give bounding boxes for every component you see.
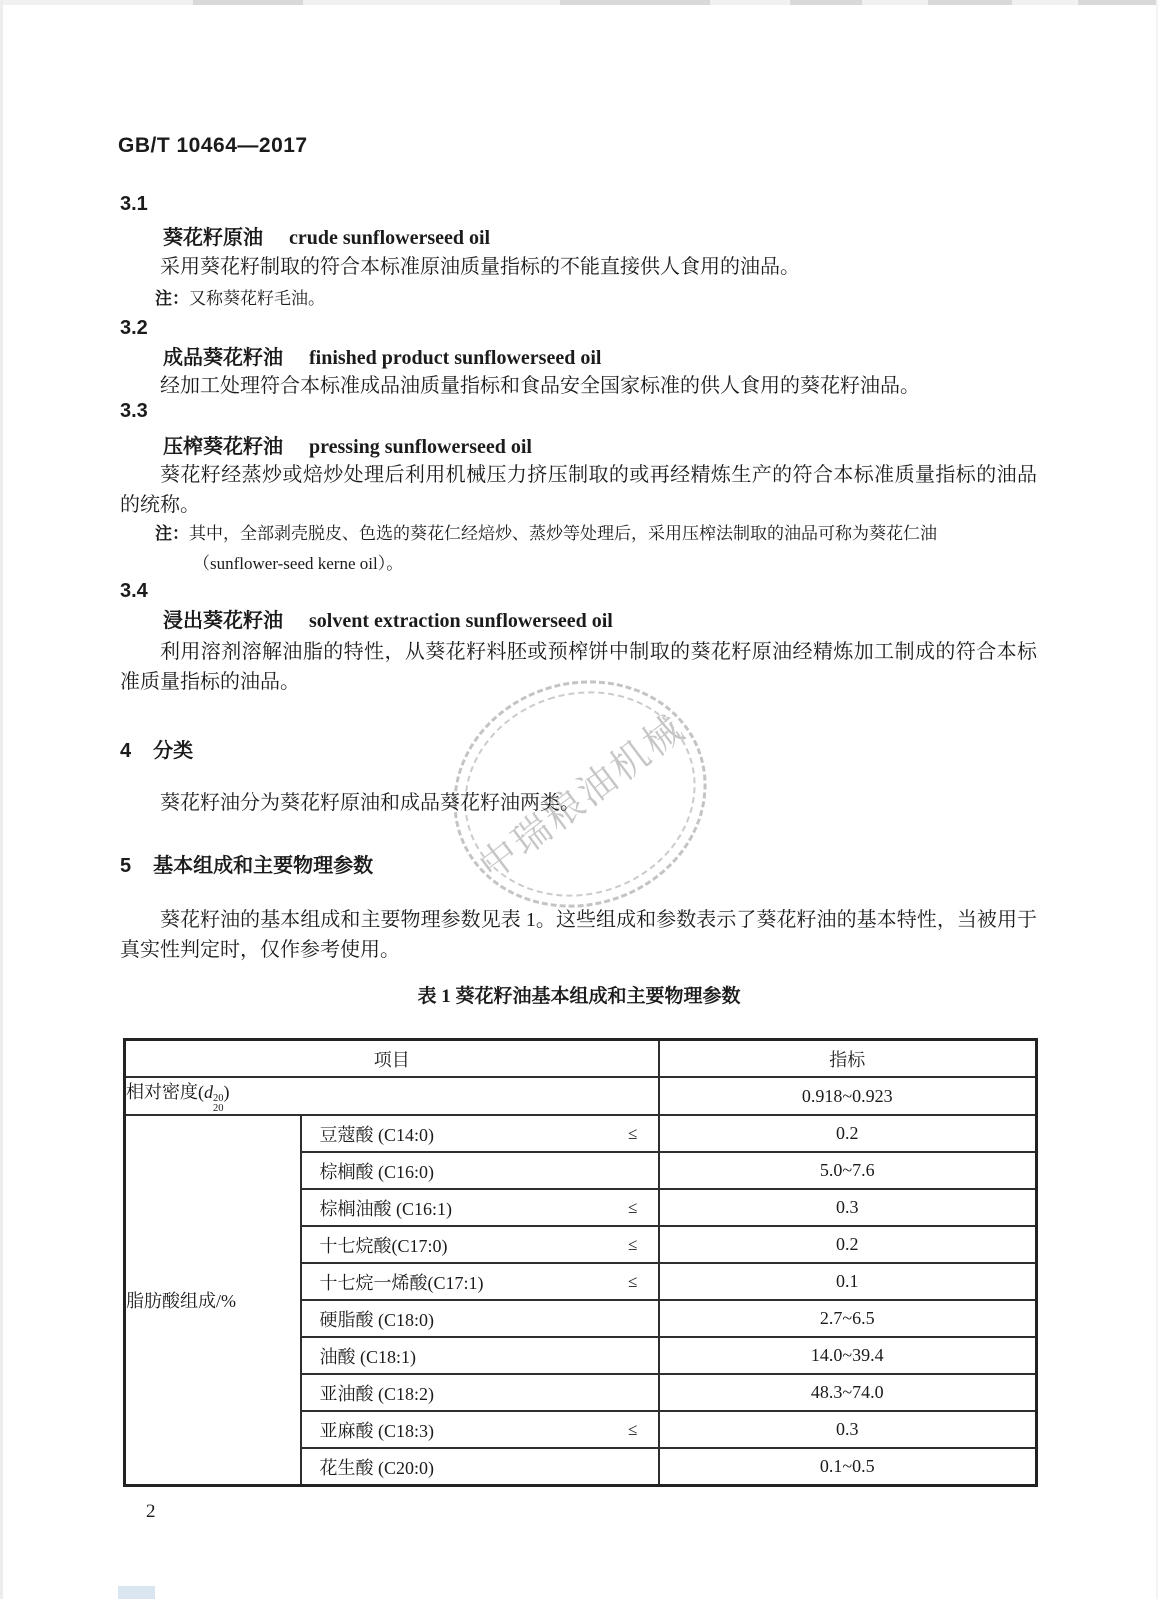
- section-number-3-4: 3.4: [120, 580, 148, 602]
- item-name-cell: [301, 1226, 659, 1263]
- term-cn: 浸出葵花籽油: [163, 610, 283, 632]
- scan-corner-mark: [118, 1586, 155, 1599]
- page-number: 2: [146, 1501, 156, 1522]
- term-cn: 葵花籽原油: [163, 227, 263, 249]
- chapter-heading-4: [120, 734, 193, 763]
- term-heading-3-3: [163, 430, 532, 459]
- item-value-cell: 0.2: [659, 1115, 1037, 1152]
- chapter-number: 4: [120, 740, 132, 762]
- table-1: [123, 1038, 1038, 1487]
- item-name: 硬脂酸 (C18:0): [319, 1309, 434, 1330]
- edge-segment: [560, 0, 710, 5]
- item-name: 花生酸 (C20:0): [319, 1457, 434, 1478]
- term-heading-3-4: [163, 604, 613, 633]
- density-label-cell: [125, 1077, 659, 1115]
- item-name: 亚油酸 (C18:2): [319, 1383, 434, 1404]
- item-value-cell: 48.3~74.0: [659, 1374, 1037, 1411]
- density-value-cell: 0.918~0.923: [659, 1077, 1037, 1115]
- edge-segment: [193, 0, 303, 5]
- density-sup-sub: [213, 1094, 224, 1114]
- edge-segment: [1078, 0, 1158, 5]
- item-name-cell: [301, 1411, 659, 1448]
- edge-segment: [790, 0, 862, 5]
- density-prefix: 相对密度(: [126, 1082, 204, 1102]
- item-value-cell: 2.7~6.5: [659, 1300, 1037, 1337]
- leq-symbol: ≤: [628, 1419, 638, 1439]
- leq-symbol: ≤: [628, 1197, 638, 1217]
- term-heading-3-2: [163, 341, 601, 370]
- column-header-index: 指标: [659, 1040, 1037, 1078]
- term-en: pressing sunflowerseed oil: [309, 436, 532, 458]
- chapter-heading-5: [120, 849, 373, 878]
- note-label: 注：: [155, 289, 189, 308]
- item-name: 棕榈油酸 (C16:1): [319, 1198, 452, 1219]
- density-suffix: ): [223, 1082, 230, 1102]
- note-label: 注：: [155, 524, 189, 543]
- group-label-cell: 脂肪酸组成/%: [125, 1115, 301, 1486]
- section-number-3-1: 3.1: [120, 193, 148, 215]
- item-value-cell: 14.0~39.4: [659, 1337, 1037, 1374]
- item-name: 亚麻酸 (C18:3): [319, 1420, 434, 1441]
- term-en: crude sunflowerseed oil: [289, 227, 491, 249]
- page-top-edge: [0, 0, 1158, 5]
- term-en: solvent extraction sunflowerseed oil: [309, 610, 613, 632]
- page-left-edge: [0, 0, 3, 1599]
- column-header-item: 项目: [125, 1040, 659, 1078]
- item-value-cell: 0.2: [659, 1226, 1037, 1263]
- item-name: 豆蔻酸 (C14:0): [319, 1124, 434, 1145]
- edge-segment: [928, 0, 1012, 5]
- section-body-3-4: 利用溶剂溶解油脂的特性，从葵花籽料胚或预榨饼中制取的葵花籽原油经精炼加工制成的符合本标准质量指标的油品。: [120, 641, 1037, 693]
- term-cn: 压榨葵花籽油: [163, 436, 283, 458]
- section-body-3-2: 经加工处理符合本标准成品油质量指标和食品安全国家标准的供人食用的葵花籽油品。: [160, 375, 920, 397]
- leq-symbol: ≤: [628, 1123, 638, 1143]
- item-name: 棕榈酸 (C16:0): [319, 1161, 434, 1182]
- section-number-3-3: 3.3: [120, 400, 148, 422]
- section-body-3-3: 葵花籽经蒸炒或焙炒处理后利用机械压力挤压制取的或再经精炼生产的符合本标准质量指标的油品的统称。: [120, 464, 1037, 516]
- chapter-5-body: 葵花籽油的基本组成和主要物理参数见表 1。这些组成和参数表示了葵花籽油的基本特性，当被用于真实性判定时，仅作参考使用。: [120, 909, 1037, 961]
- standard-number-header: GB/T 10464—2017: [118, 134, 308, 157]
- item-name-cell: [301, 1374, 659, 1411]
- item-name-cell: [301, 1115, 659, 1152]
- density-sub: 20: [213, 1103, 224, 1114]
- item-name-cell: [301, 1263, 659, 1300]
- density-symbol: d: [204, 1082, 213, 1102]
- item-value-cell: 0.3: [659, 1411, 1037, 1448]
- item-name-cell: [301, 1189, 659, 1226]
- section-note-3-1: [120, 284, 1025, 314]
- item-value-cell: 5.0~7.6: [659, 1152, 1037, 1189]
- section-number-3-2: 3.2: [120, 317, 148, 339]
- item-value-cell: 0.3: [659, 1189, 1037, 1226]
- item-value-cell: 0.1: [659, 1263, 1037, 1300]
- note-text: 又称葵花籽毛油。: [189, 289, 325, 308]
- item-name: 油酸 (C18:1): [319, 1346, 416, 1367]
- chapter-number: 5: [120, 855, 132, 877]
- section-note-3-3: [120, 519, 1025, 579]
- term-cn: 成品葵花籽油: [163, 347, 283, 369]
- item-name-cell: [301, 1448, 659, 1486]
- item-name-cell: [301, 1337, 659, 1374]
- leq-symbol: ≤: [628, 1271, 638, 1291]
- term-en: finished product sunflowerseed oil: [309, 347, 602, 369]
- chapter-title: 分类: [153, 740, 194, 762]
- table-row-density: [125, 1077, 1037, 1115]
- leq-symbol: ≤: [628, 1234, 638, 1254]
- item-value-cell: 0.1~0.5: [659, 1448, 1037, 1486]
- item-name: 十七烷酸(C17:0): [319, 1235, 448, 1256]
- note-text: 其中，全部剥壳脱皮、色选的葵花仁经焙炒、蒸炒等处理后，采用压榨法制取的油品可称为葵花仁油（sunflower-seed kerne oil）。: [189, 524, 937, 573]
- table-row: [125, 1115, 1037, 1152]
- item-name-cell: [301, 1152, 659, 1189]
- density-sup: 20: [213, 1093, 224, 1104]
- item-name: 十七烷一烯酸(C17:1): [319, 1272, 484, 1293]
- table-header-row: [125, 1040, 1037, 1078]
- watermark-text: 中瑞粮油机械: [471, 706, 694, 889]
- section-body-3-1: 采用葵花籽制取的符合本标准原油质量指标的不能直接供人食用的油品。: [160, 256, 800, 278]
- item-name-cell: [301, 1300, 659, 1337]
- table-caption: 表 1 葵花籽油基本组成和主要物理参数: [417, 986, 741, 1007]
- term-heading-3-1: [163, 221, 490, 250]
- chapter-title: 基本组成和主要物理参数: [153, 855, 374, 877]
- chapter-4-body: 葵花籽油分为葵花籽原油和成品葵花籽油两类。: [160, 792, 580, 814]
